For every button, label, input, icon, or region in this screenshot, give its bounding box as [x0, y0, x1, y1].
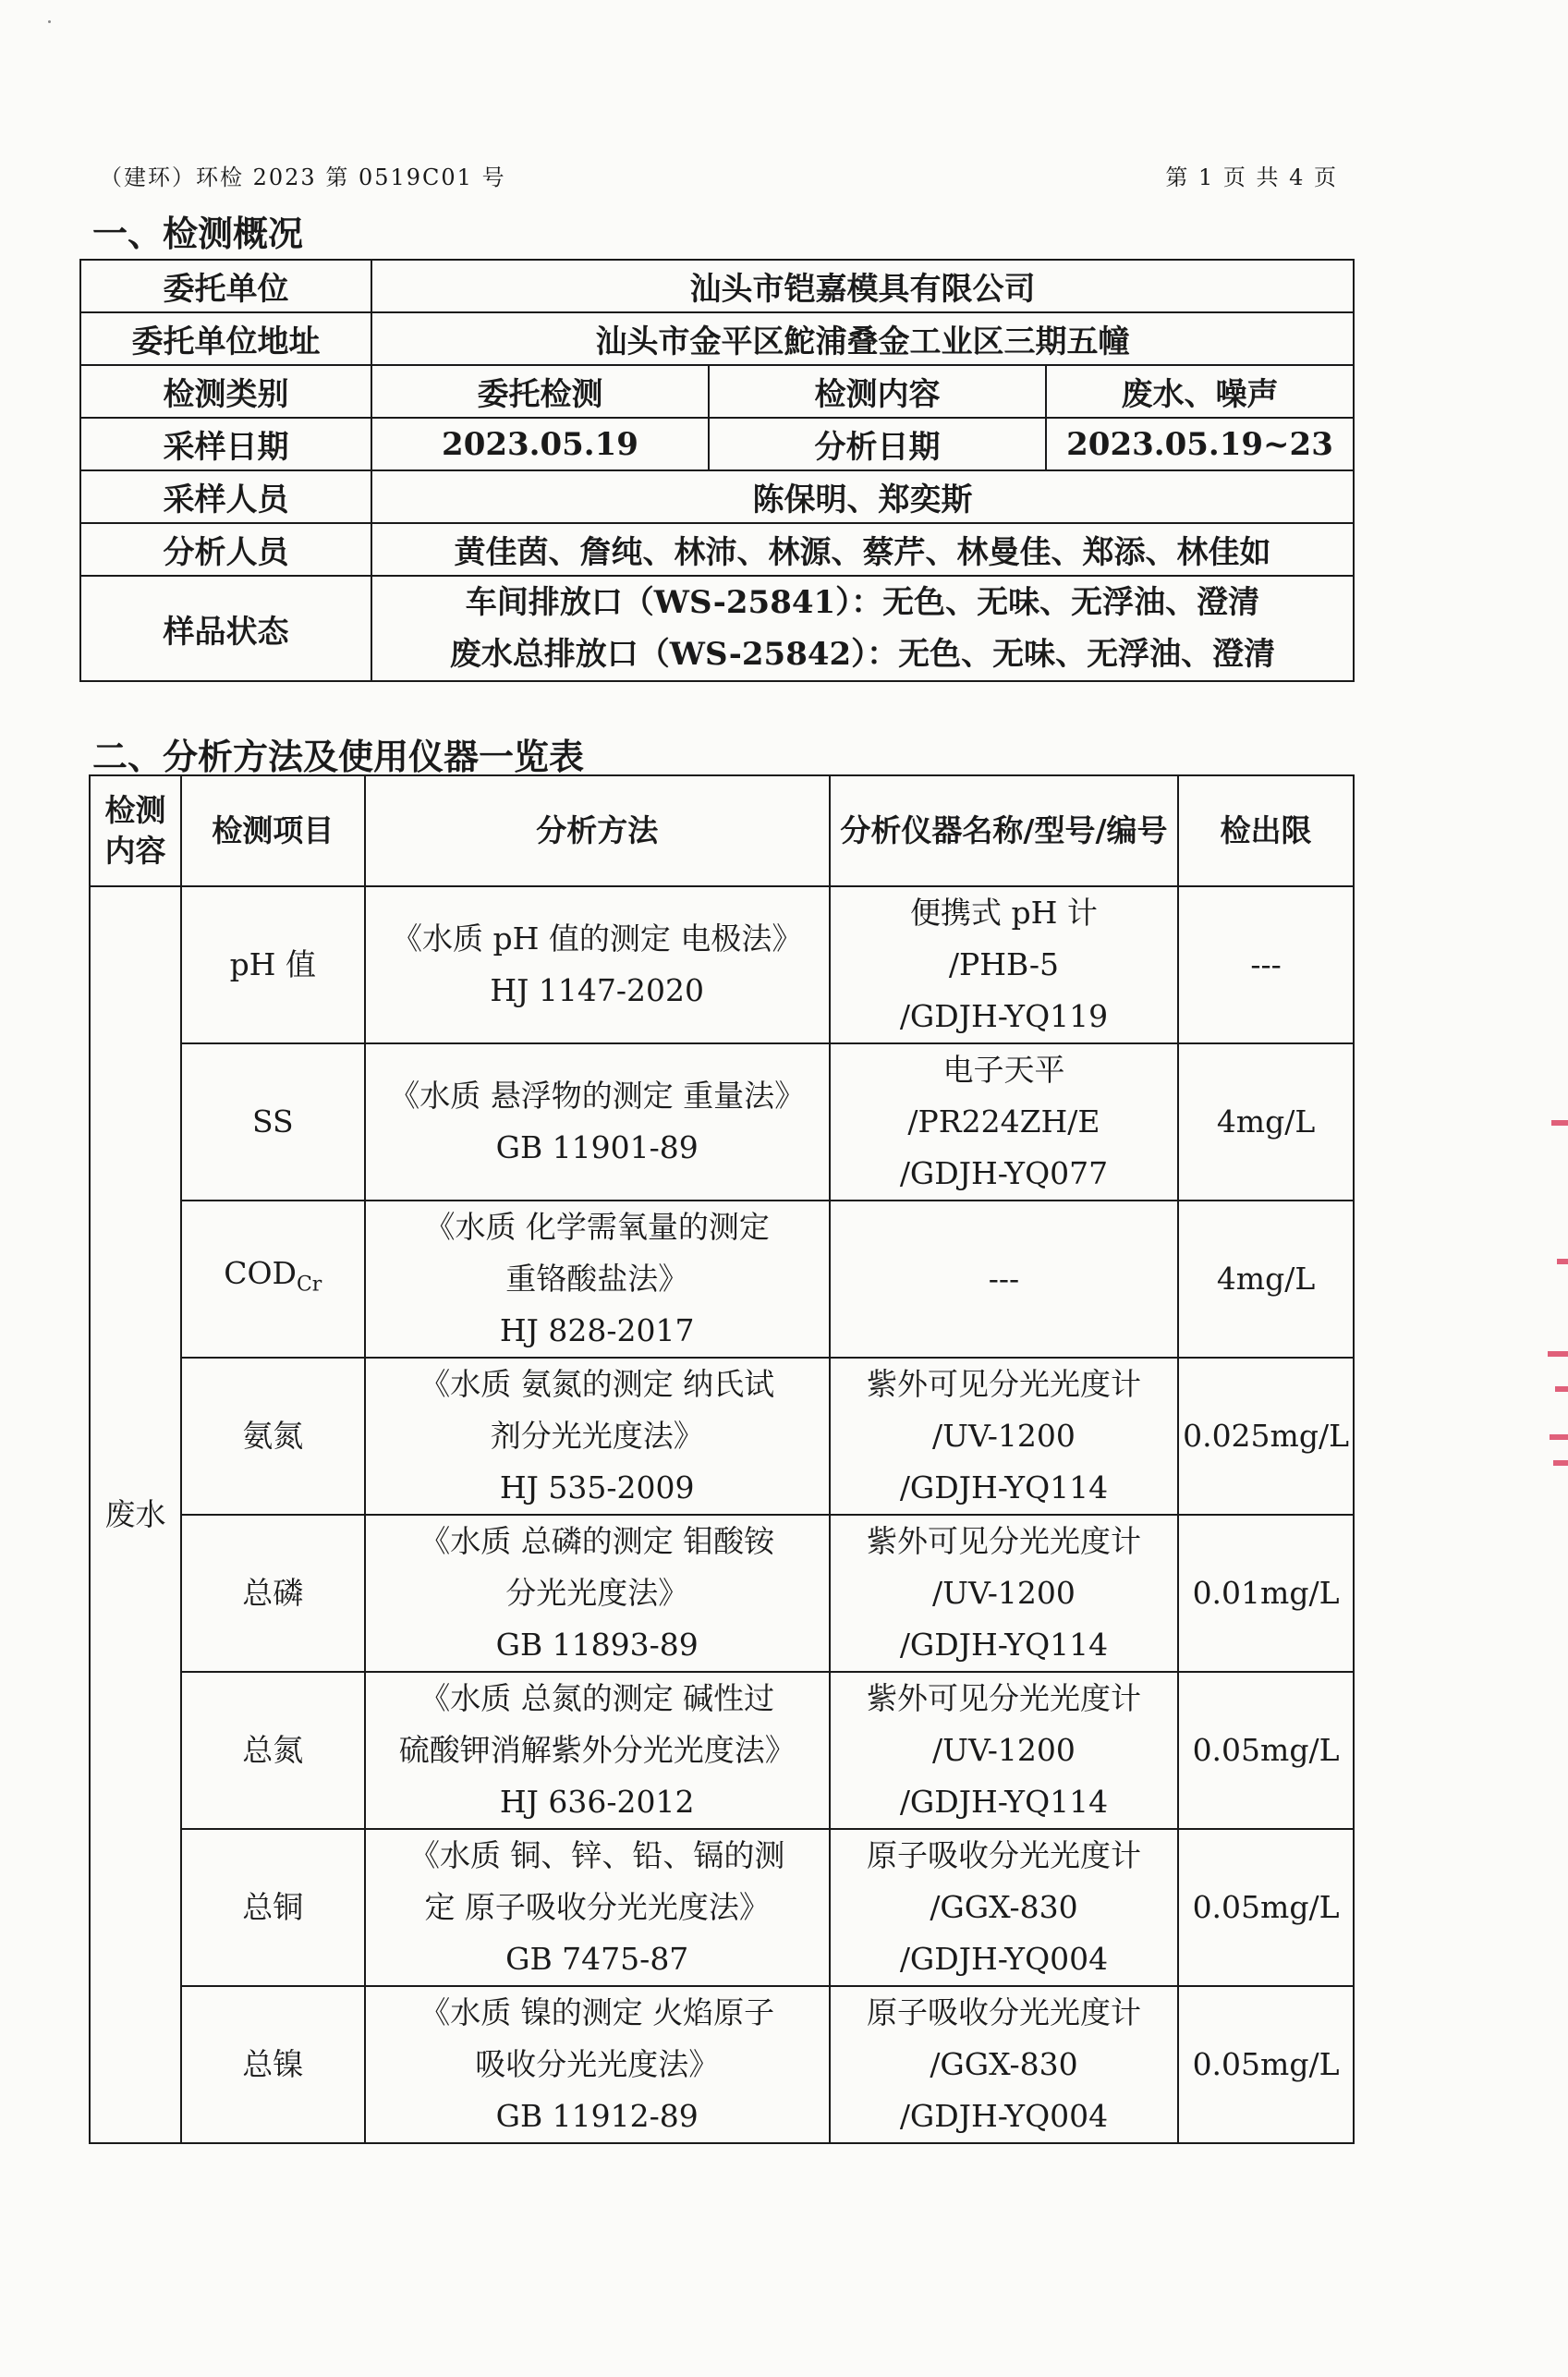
- content-label: 检测内容: [709, 365, 1046, 418]
- table-row: [90, 1043, 1354, 1201]
- method-line: 《水质 镍的测定 火焰原子: [419, 1994, 775, 2030]
- method-cell: [365, 1043, 830, 1201]
- instrument-line: 原子吸收分光光度计: [866, 1994, 1141, 2030]
- instrument-line: 紫外可见分光光度计: [866, 1680, 1141, 1716]
- item-cell: [181, 886, 365, 1043]
- header-instrument: 分析仪器名称/型号/编号: [830, 775, 1178, 886]
- method-line: 剂分光光度法》: [490, 1418, 704, 1454]
- method-line: 分光光度法》: [505, 1575, 689, 1611]
- table-row: [90, 1829, 1354, 1986]
- instrument-line: 紫外可见分光光度计: [866, 1366, 1141, 1402]
- item-subscript: Cr: [296, 1273, 322, 1297]
- content-value: 废水、噪声: [1046, 365, 1354, 418]
- method-cell: [365, 1672, 830, 1829]
- method-line: GB 11893-89: [495, 1627, 699, 1663]
- method-line: 《水质 铜、锌、铅、镉的测: [408, 1837, 785, 1873]
- address-label: 委托单位地址: [80, 312, 371, 365]
- item-name: SS: [251, 1103, 294, 1140]
- limit-cell: 0.05mg/L: [1178, 1672, 1354, 1829]
- table-row: [90, 1672, 1354, 1829]
- sample-state-label: 样品状态: [80, 576, 371, 681]
- analysis-date-value: 2023.05.19~23: [1046, 418, 1354, 470]
- method-line: 《水质 氨氮的测定 纳氏试: [419, 1366, 775, 1402]
- instrument-line: /GGX-830: [930, 2046, 1078, 2082]
- method-line: 重铬酸盐法》: [505, 1261, 689, 1297]
- item-name: COD: [224, 1254, 297, 1291]
- instrument-line: ---: [988, 1261, 1020, 1297]
- method-cell: [365, 1986, 830, 2143]
- instrument-line: /PR224ZH/E: [907, 1103, 1100, 1140]
- method-cell: [365, 886, 830, 1043]
- sample-state-line2: 废水总排放口（WS-25842）：无色、无味、无浮油、澄清: [449, 636, 1276, 673]
- instrument-cell: [830, 1986, 1178, 2143]
- header-method: 分析方法: [365, 775, 830, 886]
- client-value: 汕头市铠嘉模具有限公司: [371, 260, 1354, 312]
- overview-table: [79, 259, 1355, 682]
- instrument-line: /GDJH-YQ004: [899, 1941, 1109, 1977]
- instrument-cell: [830, 886, 1178, 1043]
- table-row: [90, 1986, 1354, 2143]
- method-line: GB 11912-89: [495, 2098, 699, 2134]
- sample-state-line1: 车间排放口（WS-25841）：无色、无味、无浮油、澄清: [465, 584, 1260, 621]
- margin-mark: [1553, 1460, 1568, 1466]
- limit-cell: 4mg/L: [1178, 1043, 1354, 1201]
- scan-dot: [48, 20, 51, 23]
- group-cell: 废水: [90, 886, 181, 2143]
- limit-cell: 0.025mg/L: [1178, 1358, 1354, 1515]
- instrument-cell: [830, 1515, 1178, 1672]
- analysis-date-label: 分析日期: [709, 418, 1046, 470]
- instrument-line: /GDJH-YQ114: [899, 1627, 1109, 1663]
- method-line: HJ 828-2017: [499, 1312, 695, 1348]
- limit-cell: 0.05mg/L: [1178, 1986, 1354, 2143]
- item-name: pH 值: [229, 946, 316, 982]
- margin-mark: [1548, 1351, 1568, 1357]
- instrument-line: 紫外可见分光光度计: [866, 1523, 1141, 1559]
- limit-cell: ---: [1178, 886, 1354, 1043]
- page-info: 第 1 页 共 4 页: [1165, 165, 1338, 190]
- method-line: 《水质 pH 值的测定 电极法》: [392, 920, 803, 957]
- samplers-value: 陈保明、郑奕斯: [371, 470, 1354, 523]
- method-cell: [365, 1829, 830, 1986]
- margin-mark: [1557, 1259, 1568, 1264]
- margin-mark: [1551, 1120, 1568, 1126]
- limit-cell: 0.05mg/L: [1178, 1829, 1354, 1986]
- table-row: [90, 1358, 1354, 1515]
- instrument-line: /UV-1200: [932, 1418, 1076, 1454]
- table-row: [90, 1201, 1354, 1358]
- instrument-cell: [830, 1201, 1178, 1358]
- method-line: HJ 1147-2020: [490, 972, 704, 1008]
- samplers-label: 采样人员: [80, 470, 371, 523]
- category-label: 检测类别: [80, 365, 371, 418]
- table-row: [90, 886, 1354, 1043]
- sampling-date-label: 采样日期: [80, 418, 371, 470]
- page-header: [100, 150, 1338, 190]
- instrument-line: /GDJH-YQ119: [899, 998, 1109, 1034]
- margin-mark: [1555, 1386, 1568, 1392]
- item-cell: [181, 1358, 365, 1515]
- methods-table: [89, 774, 1355, 2144]
- method-line: 定 原子吸收分光光度法》: [424, 1889, 770, 1925]
- item-cell: [181, 1986, 365, 2143]
- item-name: 总磷: [242, 1575, 304, 1611]
- method-line: 《水质 总磷的测定 钼酸铵: [419, 1523, 775, 1559]
- method-cell: [365, 1201, 830, 1358]
- item-cell: [181, 1515, 365, 1672]
- instrument-line: /UV-1200: [932, 1575, 1076, 1611]
- method-line: 《水质 化学需氧量的测定: [424, 1209, 770, 1245]
- margin-mark: [1550, 1434, 1568, 1440]
- header-content: 检测内容: [90, 775, 181, 886]
- item-cell: [181, 1043, 365, 1201]
- analysts-value: 黄佳茵、詹纯、林沛、林源、蔡芹、林曼佳、郑添、林佳如: [371, 523, 1354, 576]
- limit-cell: 4mg/L: [1178, 1201, 1354, 1358]
- section2-title: 二、分析方法及使用仪器一览表: [92, 737, 585, 777]
- method-cell: [365, 1515, 830, 1672]
- instrument-line: /GDJH-YQ077: [899, 1155, 1109, 1191]
- method-line: 硫酸钾消解紫外分光光度法》: [398, 1732, 796, 1768]
- instrument-line: 原子吸收分光光度计: [866, 1837, 1141, 1873]
- method-line: 吸收分光光度法》: [475, 2046, 720, 2082]
- method-line: HJ 636-2012: [499, 1784, 695, 1820]
- report-number: （建环）环检 2023 第 0519C01 号: [100, 165, 506, 190]
- instrument-cell: [830, 1829, 1178, 1986]
- address-value: 汕头市金平区鮀浦叠金工业区三期五幢: [371, 312, 1354, 365]
- method-line: 《水质 悬浮物的测定 重量法》: [389, 1078, 806, 1114]
- item-cell: [181, 1201, 365, 1358]
- header-limit: 检出限: [1178, 775, 1354, 886]
- instrument-line: /UV-1200: [932, 1732, 1076, 1768]
- item-name: 总氮: [242, 1732, 304, 1768]
- header-item: 检测项目: [181, 775, 365, 886]
- item-name: 总镍: [242, 2046, 304, 2082]
- sample-state-value: [371, 576, 1354, 681]
- instrument-cell: [830, 1672, 1178, 1829]
- instrument-line: /GDJH-YQ004: [899, 2098, 1109, 2134]
- method-line: GB 7475-87: [505, 1941, 689, 1977]
- method-cell: [365, 1358, 830, 1515]
- method-line: HJ 535-2009: [499, 1469, 695, 1505]
- item-name: 总铜: [242, 1889, 304, 1925]
- item-name: 氨氮: [242, 1418, 304, 1454]
- category-value: 委托检测: [371, 365, 709, 418]
- client-label: 委托单位: [80, 260, 371, 312]
- item-cell: [181, 1829, 365, 1986]
- section1-title: 一、检测概况: [92, 213, 304, 254]
- instrument-line: 便携式 pH 计: [910, 895, 1098, 931]
- sampling-date-value: 2023.05.19: [371, 418, 709, 470]
- instrument-line: /PHB-5: [948, 946, 1060, 982]
- limit-cell: 0.01mg/L: [1178, 1515, 1354, 1672]
- method-line: GB 11901-89: [495, 1129, 699, 1165]
- method-line: 《水质 总氮的测定 碱性过: [419, 1680, 775, 1716]
- instrument-cell: [830, 1358, 1178, 1515]
- instrument-line: /GDJH-YQ114: [899, 1784, 1109, 1820]
- table-row: [90, 1515, 1354, 1672]
- instrument-line: /GGX-830: [930, 1889, 1078, 1925]
- item-cell: [181, 1672, 365, 1829]
- instrument-line: 电子天平: [942, 1052, 1065, 1088]
- instrument-line: /GDJH-YQ114: [899, 1469, 1109, 1505]
- analysts-label: 分析人员: [80, 523, 371, 576]
- instrument-cell: [830, 1043, 1178, 1201]
